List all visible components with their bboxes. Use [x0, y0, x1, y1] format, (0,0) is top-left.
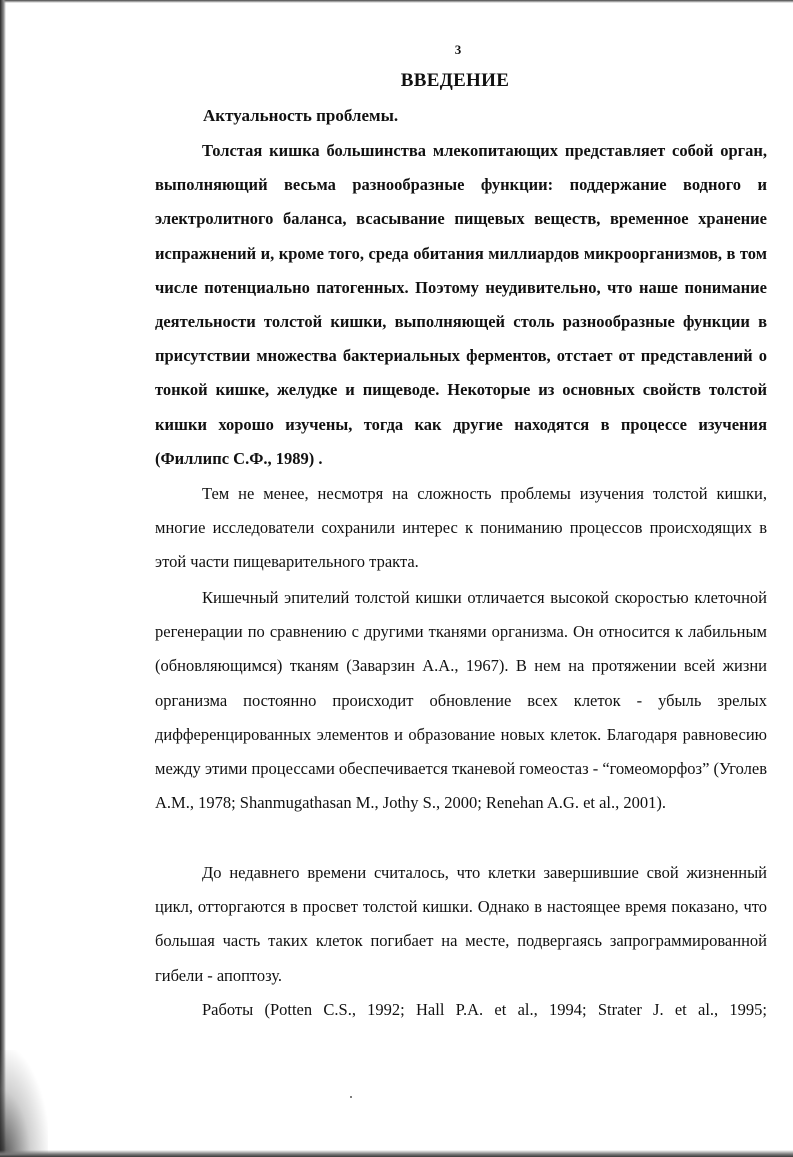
paragraph-1: Толстая кишка большинства млекопитающих представляет собой орган, выполняющий весьма разнообразные функции: поддержание водного и электролитного баланса, всасывание пищевых веществ, временное хранение испражнений и, кроме того, среда обитания миллиардов микроорганизмов, в том числе потенциально патогенных. Поэтому неудивительно, что наше понимание деятельности толстой кишки, выполняющей столь разнообразные функции в присутствии множества бактериальных ферментов, отстает от представлений о тонкой кишке, желудке и пищеводе. Некоторые из основных свойств толстой кишки хорошо изучены, тогда как другие находятся в процессе изучения (Филлипс С.Ф., 1989) . [155, 141, 767, 468]
scan-speck [350, 1096, 352, 1098]
scan-edge-bottom [0, 1150, 793, 1157]
scan-edge-top [0, 0, 793, 3]
scan-edge-left [0, 0, 6, 1157]
page-number: 3 [454, 42, 462, 57]
paragraph-2: Тем не менее, несмотря на сложность проблемы изучения толстой кишки, многие исследователи сохранили интерес к пониманию процессов происходящих в этой части пищеварительного тракта. [155, 484, 767, 572]
scan-shadow-corner [0, 1050, 48, 1157]
paragraph-3: Кишечный эпителий толстой кишки отличается высокой скоростью клеточной регенерации по сравнению с другими тканями организма. Он относится к лабильным (обновляющимся) тканям (Заварзин А.А., 1967). В нем на протяжении всей жизни организма постоянно происходит обновление всех клеток - убыль зрелых дифференцированных элементов и образование новых клеток. Благодаря равновесию между этими процессами обеспечивается тканевой гомеостаз - “гомеоморфоз” (Уголев А.М., 1978; Shanmugathasan M., Jothy S., 2000; Renehan A.G. et al., 2001). [155, 588, 767, 813]
section-heading: Актуальность проблемы. [203, 106, 399, 125]
paragraph-5: Работы (Potten C.S., 1992; Hall P.A. et al., 1994; Strater J. et al., 1995; [202, 1000, 767, 1019]
page-title: ВВЕДЕНИЕ [400, 70, 510, 91]
paragraph-4: До недавнего времени считалось, что клетки завершившие свой жизненный цикл, отторгаются в просвет толстой кишки. Однако в настоящее время показано, что большая часть таких клеток погибает на месте, подвергаясь запрограммированной гибели - апоптозу. [155, 863, 767, 985]
